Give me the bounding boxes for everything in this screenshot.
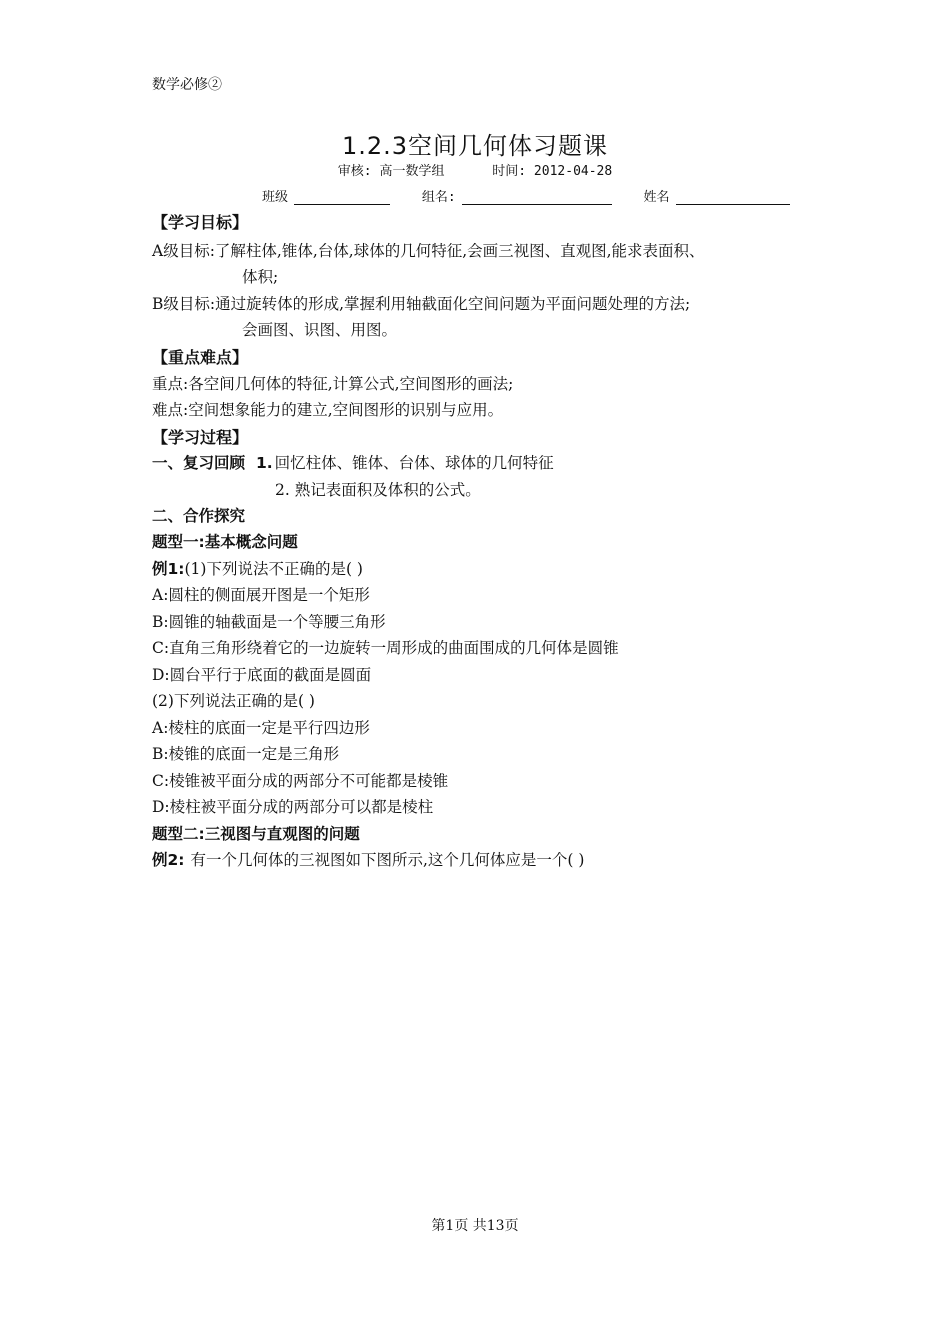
reviewer-text: 审核: 高一数学组 (337, 164, 445, 179)
info-fields (262, 186, 790, 205)
goal-b-line2: 会画图、识图、用图。 (242, 321, 398, 339)
type1-heading: 题型一:基本概念问题 (152, 533, 298, 551)
review-item1-num: 1. (255, 454, 273, 472)
keypoints-heading: 【重点难点】 (152, 348, 249, 367)
class-blank[interactable] (294, 190, 390, 205)
page-footer: 第1页 共13页 (431, 1218, 519, 1234)
meta-line (0, 160, 950, 179)
process-heading: 【学习过程】 (152, 428, 249, 447)
ex1-2-option-d: D:棱柱被平面分成的两部分可以都是棱柱 (152, 798, 434, 816)
goal-b-line1: B级目标:通过旋转体的形成,掌握利用轴截面化空间问题为平面问题处理的方法; (152, 295, 691, 313)
review-item2: 2. 熟记表面积及体积的公式。 (275, 481, 481, 499)
review-item1: 回忆柱体、锥体、台体、球体的几何特征 (274, 454, 554, 472)
review-line (152, 451, 554, 473)
time-text: 时间: 2012-04-28 (492, 164, 613, 179)
header-label: 数学必修② (152, 77, 222, 93)
ex1-2-option-b: B:棱锥的底面一定是三角形 (152, 745, 340, 763)
example1-question1 (152, 557, 363, 579)
type2-heading: 题型二:三视图与直观图的问题 (152, 825, 360, 843)
class-label: 班级 (262, 190, 289, 205)
key-point: 重点:各空间几何体的特征,计算公式,空间图形的画法; (152, 375, 514, 393)
ex1-option-c: C:直角三角形绕着它的一边旋转一周形成的曲面围成的几何体是圆锥 (152, 639, 619, 657)
example1-label: 例1: (152, 560, 185, 578)
name-label: 姓名 (643, 190, 670, 205)
goal-a-line1: A级目标:了解柱体,锥体,台体,球体的几何特征,会画三视图、直观图,能求表面积、 (152, 242, 705, 260)
name-blank[interactable] (676, 190, 790, 205)
ex1-2-option-c: C:棱锥被平面分成的两部分不可能都是棱锥 (152, 772, 449, 790)
difficult-point: 难点:空间想象能力的建立,空间图形的识别与应用。 (152, 401, 504, 419)
ex1-option-b: B:圆锥的轴截面是一个等腰三角形 (152, 613, 386, 631)
example2-q-text: 有一个几何体的三视图如下图所示,这个几何体应是一个( ) (190, 851, 585, 869)
explore-heading: 二、合作探究 (152, 507, 246, 525)
goals-heading: 【学习目标】 (152, 213, 249, 232)
review-label: 一、复习回顾 (152, 454, 246, 472)
ex1-option-a: A:圆柱的侧面展开图是一个矩形 (152, 586, 370, 604)
example1-q1-text: (1)下列说法不正确的是( ) (184, 560, 363, 578)
example2-question (152, 848, 584, 870)
group-label: 组名: (421, 190, 456, 205)
page-title: 1.2.3空间几何体习题课 (341, 132, 609, 160)
goal-a-line2: 体积; (242, 268, 279, 286)
example1-question2: (2)下列说法正确的是( ) (152, 692, 315, 710)
example2-label: 例2: (152, 851, 185, 869)
ex1-option-d: D:圆台平行于底面的截面是圆面 (152, 666, 372, 684)
ex1-2-option-a: A:棱柱的底面一定是平行四边形 (152, 719, 370, 737)
group-blank[interactable] (462, 190, 612, 205)
